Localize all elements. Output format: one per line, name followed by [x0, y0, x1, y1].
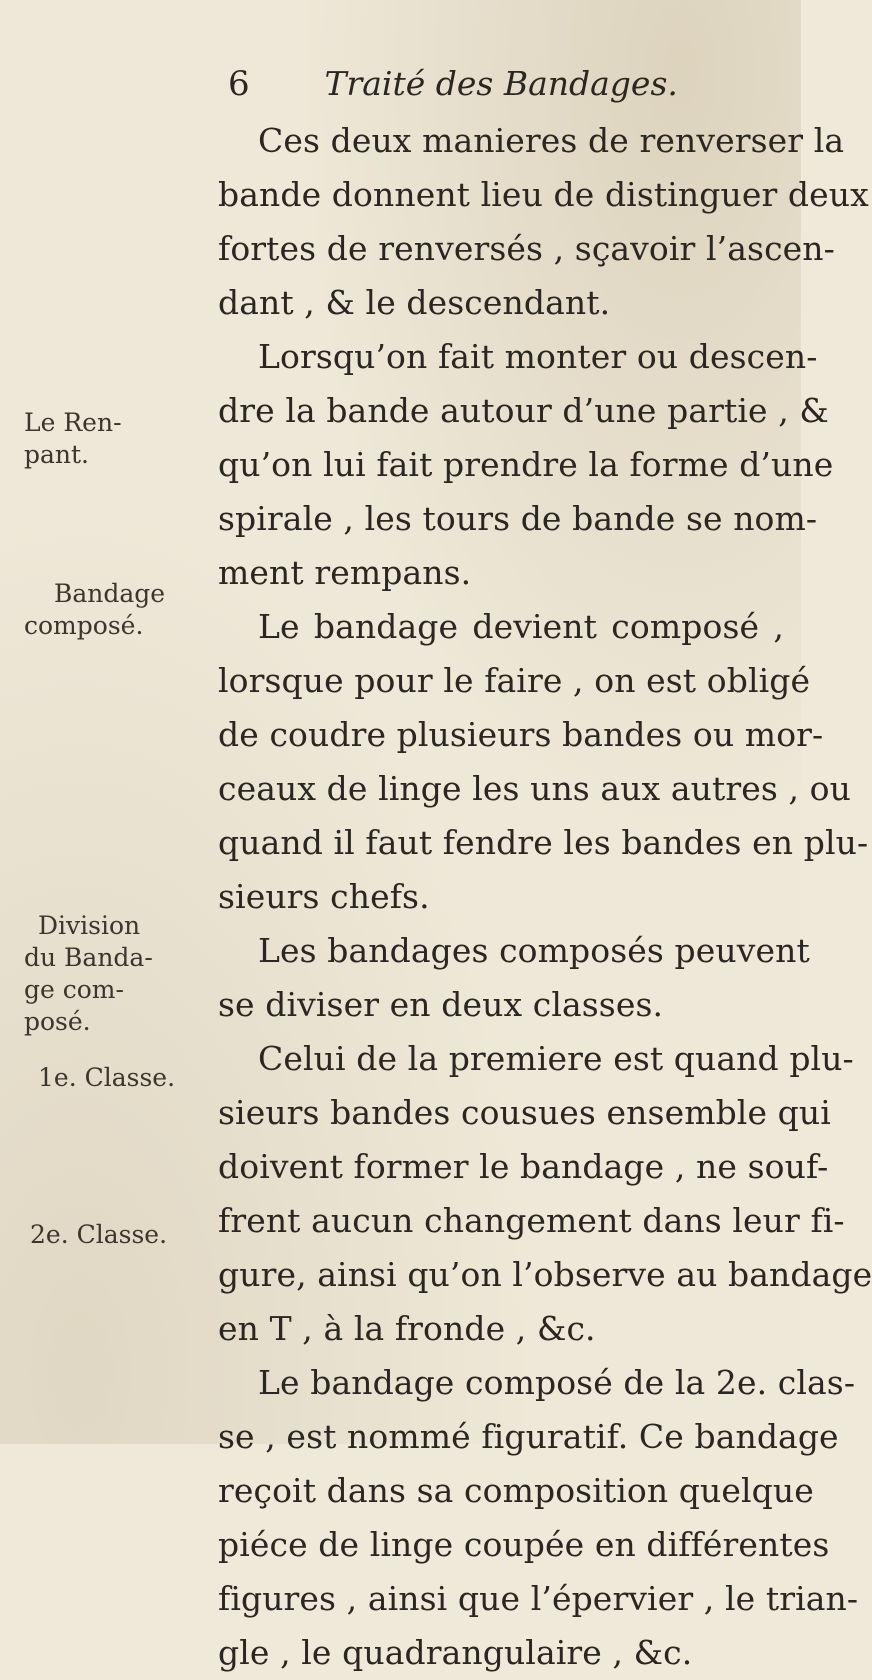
margin-note-division: Division du Banda- ge com- posé.: [24, 911, 153, 1036]
text-line: sieurs bandes cousues ensemble qui: [218, 1093, 831, 1132]
text-line: doivent former le bandage , ne souf-: [218, 1147, 829, 1186]
text-line: sieurs chefs.: [218, 877, 430, 916]
text-line: qu’on lui fait prendre la forme d’une: [218, 445, 834, 484]
margin-note-renversant: Le Ren- pant.: [24, 408, 122, 469]
text-line: de coudre plusieurs bandes ou mor-: [218, 715, 824, 754]
text-line: Ces deux manieres de renverser la: [258, 121, 845, 160]
text-line: piéce de linge coupée en différentes: [218, 1525, 830, 1564]
body-text: [218, 114, 872, 1680]
text-line: fortes de renversés , sçavoir l’ascen-: [218, 229, 835, 268]
text-line: Les bandages composés peuvent: [258, 931, 810, 970]
page-number: 6: [228, 64, 250, 104]
text-line: frent aucun changement dans leur fi-: [218, 1201, 845, 1240]
text-line: se diviser en deux classes.: [218, 985, 664, 1024]
text-line: Le bandage devient composé ,: [258, 607, 784, 646]
margin-note-bandage-compose: Bandage composé.: [24, 579, 166, 640]
text-line: bande donnent lieu de distinguer deux: [218, 175, 869, 214]
text-line: figures , ainsi que l’épervier , le trian-: [218, 1579, 859, 1618]
text-line: Lorsqu’on fait monter ou descen-: [258, 337, 818, 376]
running-header: [228, 62, 678, 106]
text-line: Le bandage composé de la 2e. clas-: [258, 1363, 856, 1402]
text-line: lorsque pour le faire , on est obligé: [218, 661, 811, 700]
text-line: en T , à la fronde , &c.: [218, 1309, 596, 1348]
running-title: Traité des Bandages.: [324, 64, 678, 103]
margin-note-classe-2: 2e. Classe.: [30, 1220, 168, 1249]
text-line: quand il faut fendre les bandes en plu-: [218, 823, 869, 862]
text-line: Celui de la premiere est quand plu-: [258, 1039, 854, 1078]
text-line: se , est nommé figuratif. Ce bandage: [218, 1417, 839, 1456]
text-line: gle , le quadrangulaire , &c.: [218, 1633, 693, 1672]
text-line: dre la bande autour d’une partie , &: [218, 391, 829, 430]
margin-note-classe-1: 1e. Classe.: [38, 1063, 176, 1092]
text-line: gure, ainsi qu’on l’observe au bandage: [218, 1255, 872, 1294]
text-line: ment rempans.: [218, 553, 472, 592]
text-line: dant , & le descendant.: [218, 283, 611, 322]
text-line: ceaux de linge les uns aux autres , ou: [218, 769, 851, 808]
text-line: spirale , les tours de bande se nom-: [218, 499, 818, 538]
text-line: reçoit dans sa composition quelque: [218, 1471, 814, 1510]
